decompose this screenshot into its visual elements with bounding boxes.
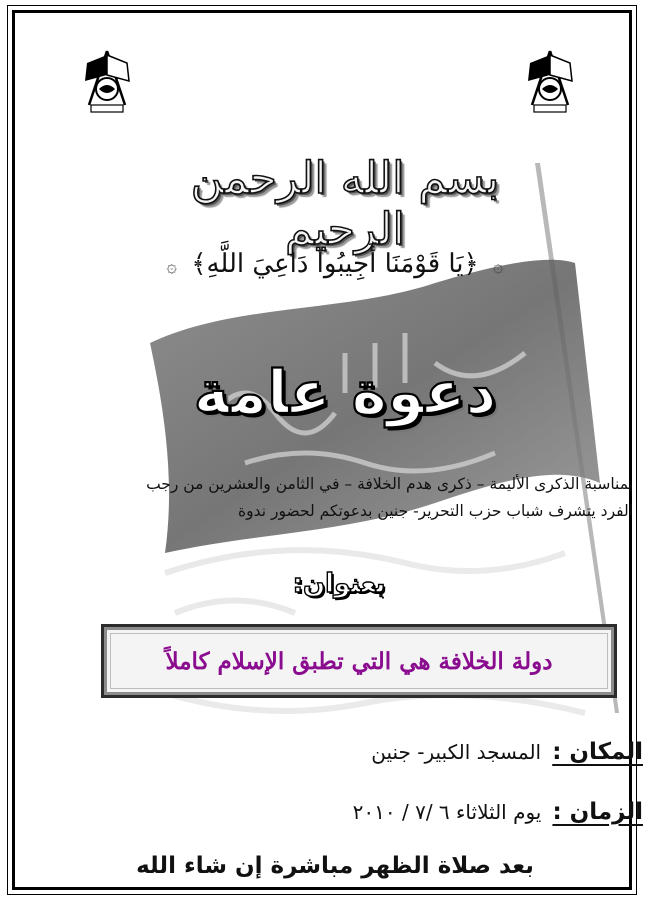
occasion-text xyxy=(35,471,633,525)
subject-label: بعنوان: xyxy=(292,569,386,599)
page-frame xyxy=(12,10,643,890)
basmala-calligraphy: بسم الله الرحمن الرحيم xyxy=(190,153,500,255)
verse-ornament-icon: ۞ xyxy=(166,256,177,277)
place-value: المسجد الكبير- جنين xyxy=(371,740,542,764)
subject-box xyxy=(101,624,617,698)
place-label: المكان : xyxy=(552,739,643,765)
closing-note: بعد صلاة الظهر مباشرة إن شاء الله xyxy=(136,853,534,879)
place-row xyxy=(55,739,643,765)
verse-ornament-icon: ۞ xyxy=(493,256,504,277)
left-emblem-logo xyxy=(77,45,137,117)
right-emblem-logo xyxy=(520,45,580,117)
verse-text: ﴿يَا قَوْمَنَا أَجِيبُوا دَاعِيَ اللَّهِ﴾ xyxy=(191,249,479,279)
occasion-line: بمناسبة الذكرى الأليمة – ذكرى هدم الخلافة – في الثامن والعشرين من رجب xyxy=(146,475,633,493)
invitation-title: دعوة عامة xyxy=(193,358,497,428)
subject-title: دولة الخلافة هي التي تطبق الإسلام كاملاً xyxy=(165,647,553,675)
quran-verse xyxy=(115,249,555,279)
time-row xyxy=(55,799,643,825)
time-value: يوم الثلاثاء ٦ /٧ / ٢٠١٠ xyxy=(352,800,542,824)
time-label: الزمان : xyxy=(552,799,643,825)
occasion-line: الفرد يتشرف شباب حزب التحرير- جنين بدعوتكم لحضور ندوة xyxy=(238,502,633,520)
